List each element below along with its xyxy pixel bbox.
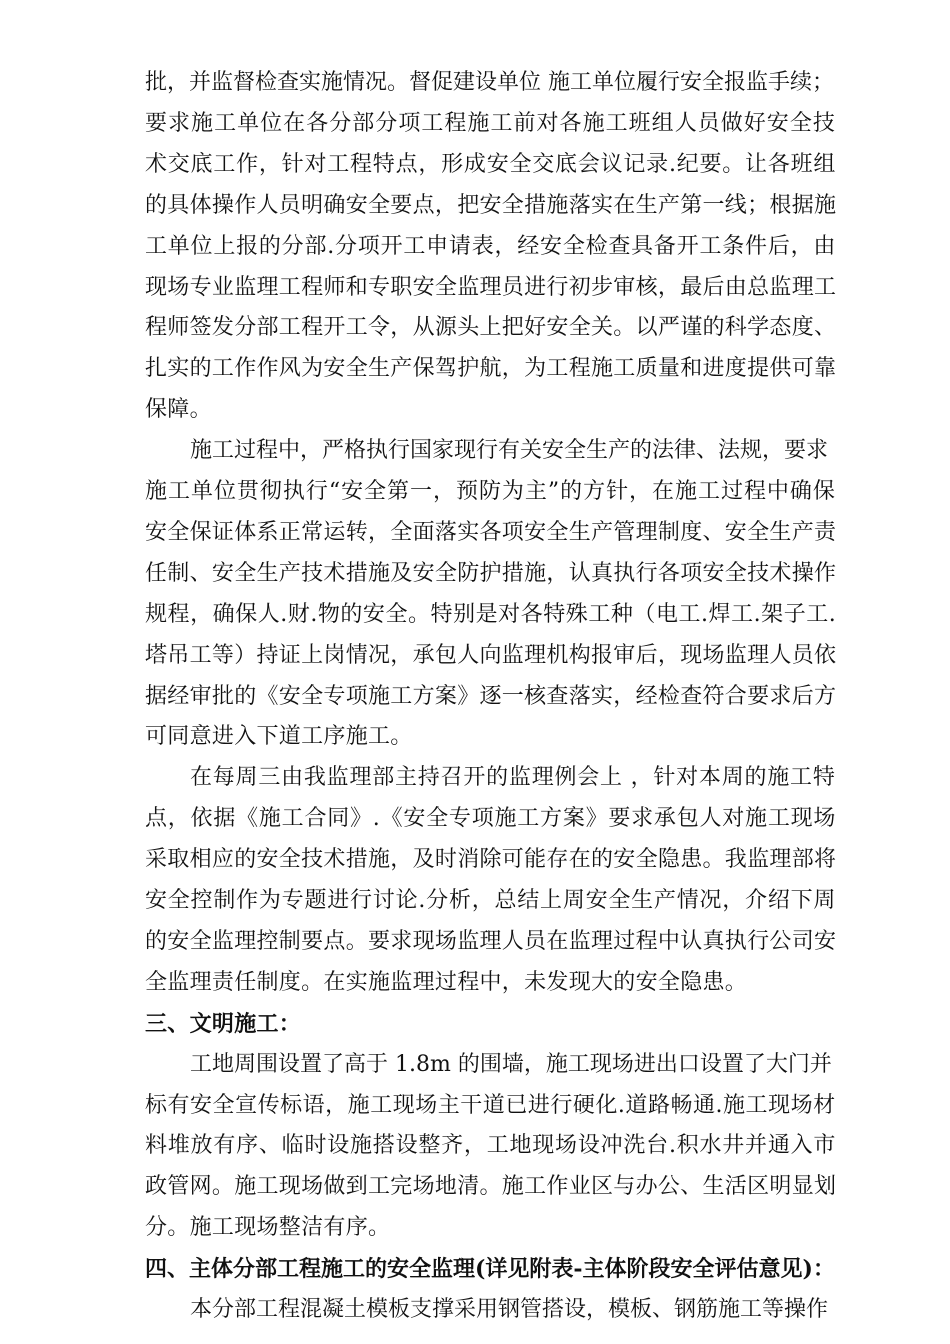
paragraph-line: 分。施工现场整洁有序。	[145, 1215, 391, 1240]
paragraph-line: 采取相应的安全技术措施，及时消除可能存在的安全隐患。我监理部将	[145, 847, 837, 872]
paragraph-line: 批，并监督检查实施情况。督促建设单位 施工单位履行安全报监手续；	[145, 70, 834, 95]
paragraph-line: 政管网。施工现场做到工完场地清。施工作业区与办公、生活区明显划	[145, 1174, 837, 1199]
paragraph-line: 在每周三由我监理部主持召开的监理例会上 ，针对本周的施工特	[190, 765, 836, 790]
paragraph-line: 术交底工作，针对工程特点，形成安全交底会议记录.纪要。让各班组	[145, 152, 837, 177]
paragraph-line: 的安全监理控制要点。要求现场监理人员在监理过程中认真执行公司安	[145, 929, 837, 954]
paragraph-line: 点，依据《施工合同》.《安全专项施工方案》要求承包人对施工现场	[145, 806, 837, 831]
section-heading: 三、文明施工：	[145, 1011, 302, 1037]
paragraph-line: 程师签发分部工程开工令，从源头上把好安全关。以严谨的科学态度、	[145, 315, 837, 340]
paragraph-line: 扎实的工作作风为安全生产保驾护航，为工程施工质量和进度提供可靠	[145, 356, 837, 381]
paragraph-line: 施工单位贯彻执行“安全第一，预防为主”的方针，在施工过程中确保	[145, 479, 836, 504]
paragraph-line: 工单位上报的分部.分项开工申请表，经安全检查具备开工条件后，由	[145, 234, 837, 259]
paragraph-line: 规程，确保人.财.物的安全。特别是对各特殊工种（电工.焊工.架子工.	[145, 602, 837, 627]
section-heading: 四、主体分部工程施工的安全监理(详见附表-主体阶段安全评估意见)：	[145, 1256, 835, 1282]
paragraph-line: 现场专业监理工程师和专职安全监理员进行初步审核，最后由总监理工	[145, 275, 837, 300]
paragraph-line: 任制、安全生产技术措施及安全防护措施，认真执行各项安全技术操作	[145, 561, 837, 586]
paragraph-line: 可同意进入下道工序施工。	[145, 724, 413, 749]
paragraph-line: 本分部工程混凝土模板支撑采用钢管搭设，模板、钢筋施工等操作	[190, 1297, 829, 1322]
paragraph-line: 保障。	[145, 397, 212, 422]
paragraph-line: 标有安全宣传标语，施工现场主干道已进行硬化.道路畅通.施工现场材	[145, 1093, 836, 1118]
paragraph-line: 料堆放有序、临时设施搭设整齐，工地现场设冲洗台.积水井并通入市	[145, 1133, 837, 1158]
paragraph-line: 据经审批的《安全专项施工方案》逐一核查落实，经检查符合要求后方	[145, 684, 837, 709]
paragraph-line: 施工过程中，严格执行国家现行有关安全生产的法律、法规，要求	[190, 438, 829, 463]
paragraph-line: 的具体操作人员明确安全要点，把安全措施落实在生产第一线；根据施	[145, 193, 837, 218]
paragraph-line: 塔吊工等）持证上岗情况，承包人向监理机构报审后，现场监理人员依	[145, 643, 837, 668]
paragraph-line: 要求施工单位在各分部分项工程施工前对各施工班组人员做好安全技	[145, 111, 836, 136]
paragraph-line: 工地周围设置了高于 1.8m 的围墙，施工现场进出口设置了大门并	[190, 1052, 832, 1077]
paragraph-line: 安全控制作为专题进行讨论.分析，总结上周安全生产情况，介绍下周	[145, 888, 837, 913]
paragraph-line: 全监理责任制度。在实施监理过程中，未发现大的安全隐患。	[145, 970, 748, 995]
paragraph-line: 安全保证体系正常运转，全面落实各项安全生产管理制度、安全生产责	[145, 520, 837, 545]
